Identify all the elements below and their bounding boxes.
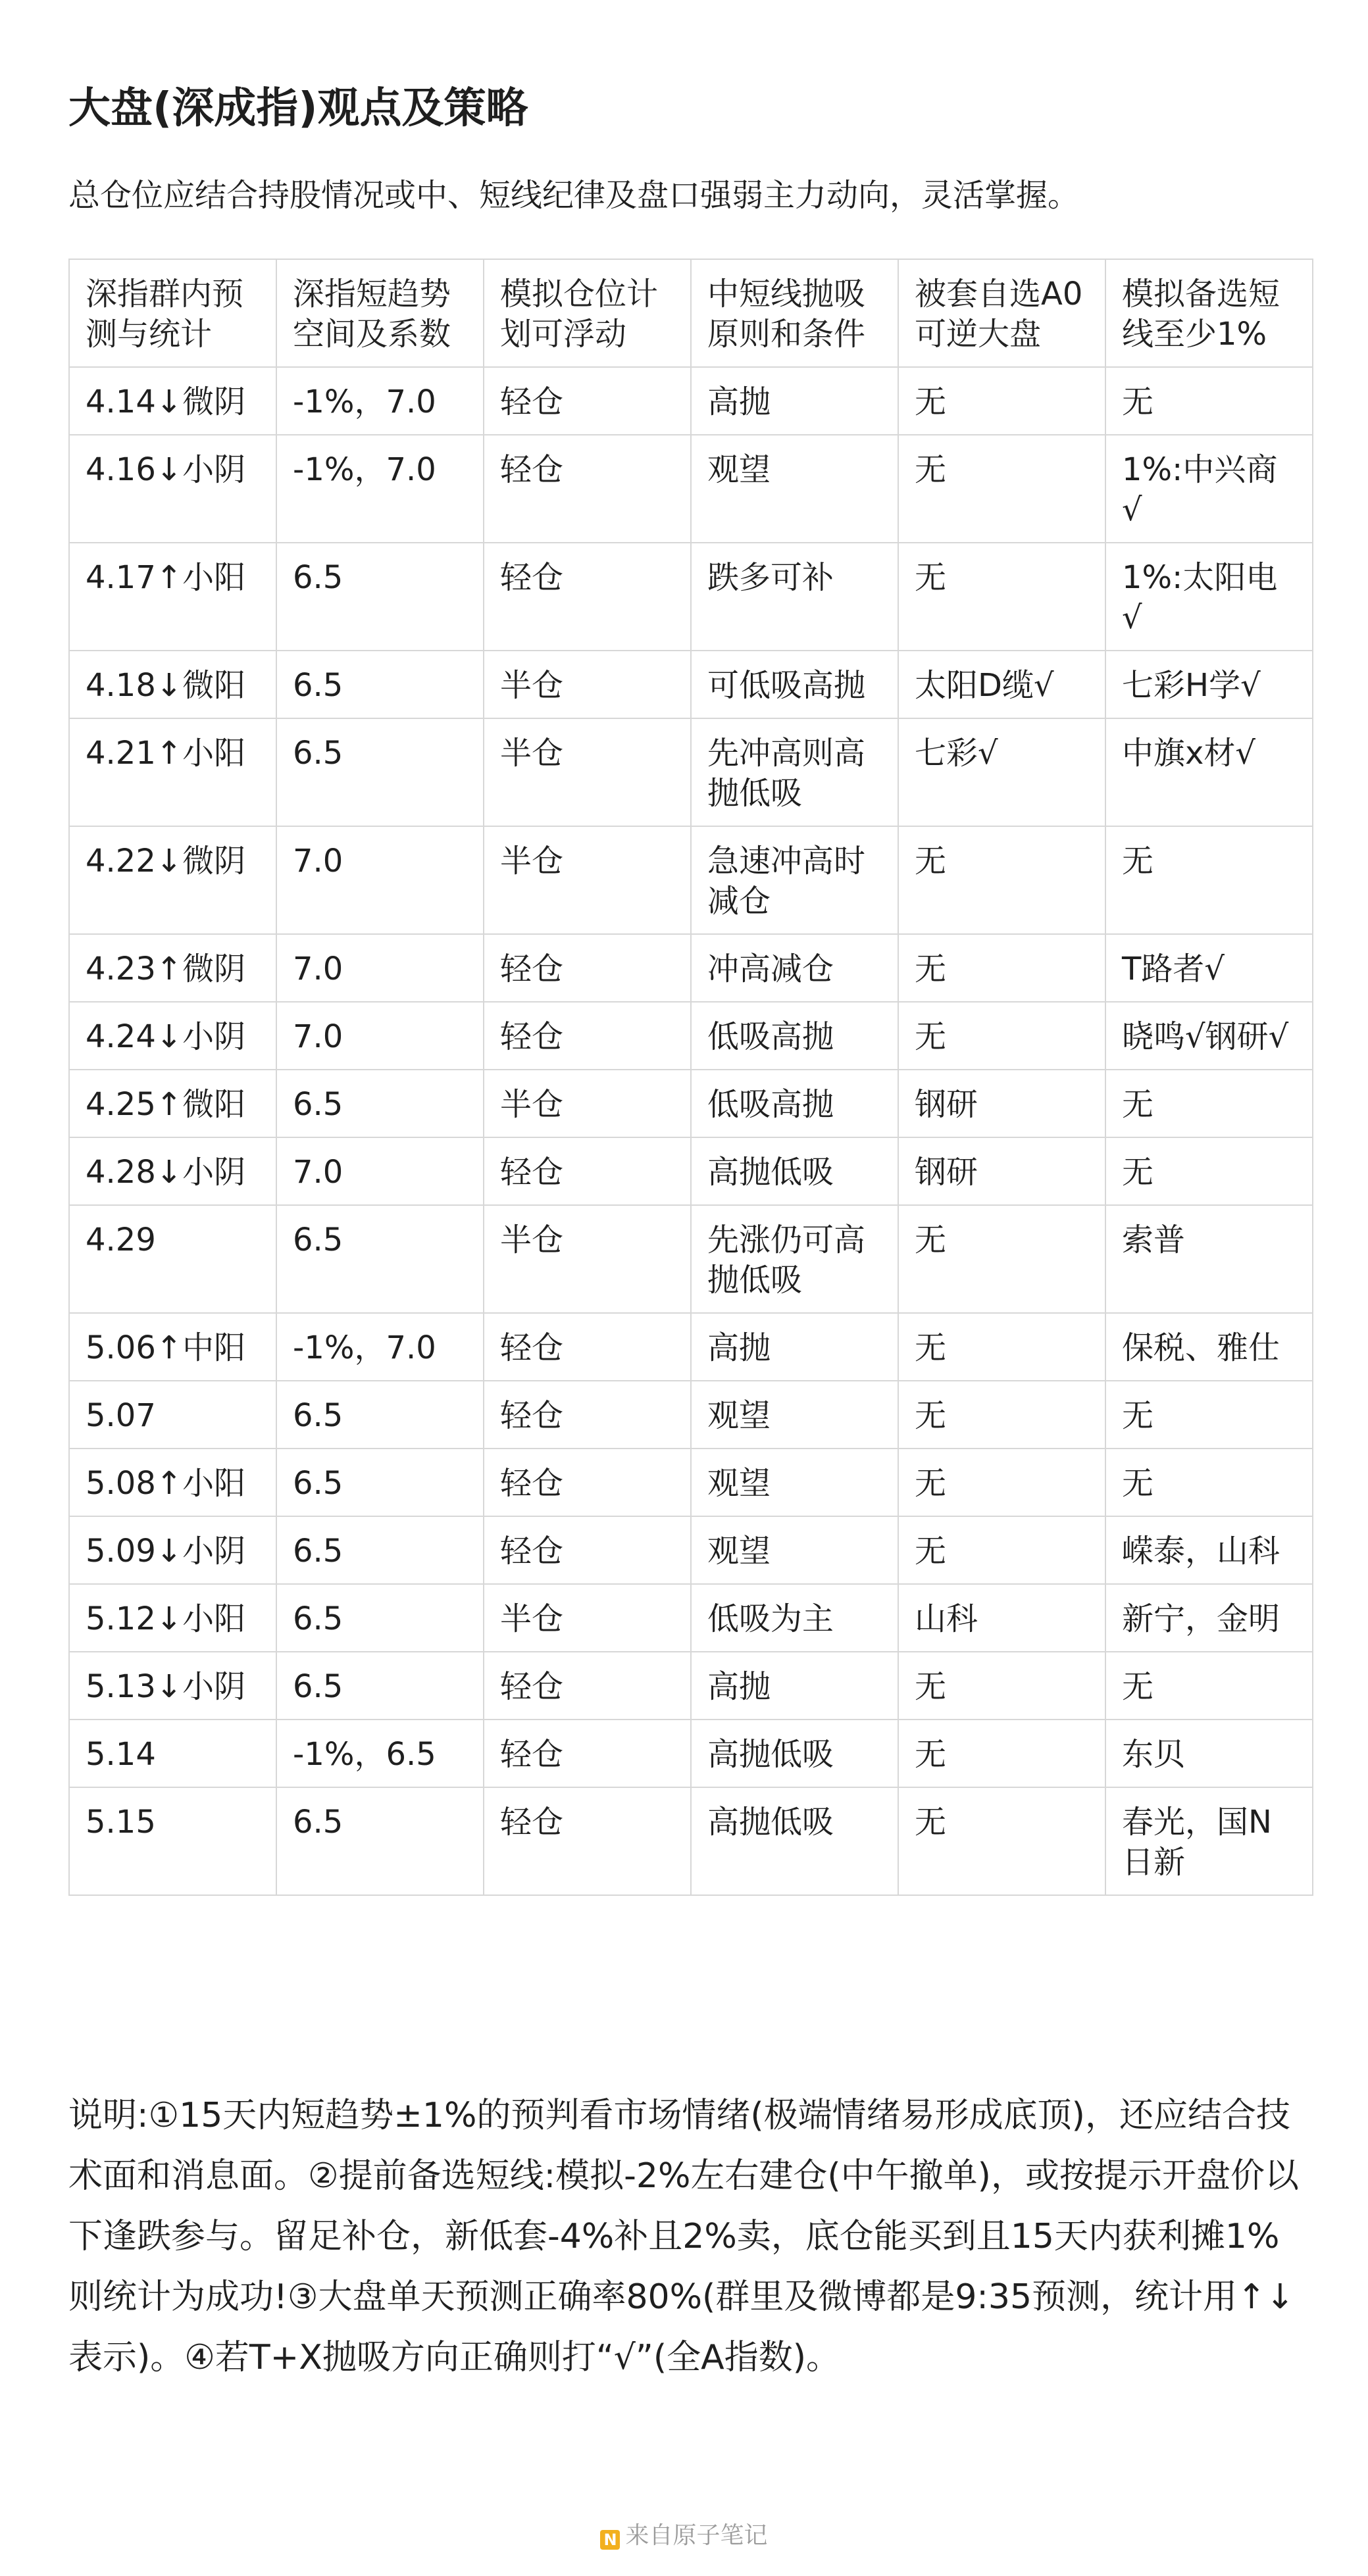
table-cell: 无	[1105, 1381, 1313, 1449]
strategy-table	[68, 259, 1313, 1896]
table-cell: 轻仓	[484, 934, 691, 1002]
page-title: 大盘(深成指)观点及策略	[68, 84, 528, 133]
table-cell: 无	[898, 435, 1105, 543]
table-cell: 6.5	[276, 1584, 484, 1652]
table-cell: 轻仓	[484, 1449, 691, 1516]
table-cell: 无	[898, 1449, 1105, 1516]
table-cell: 6.5	[276, 1516, 484, 1584]
table-row	[69, 718, 1313, 826]
table-row	[69, 826, 1313, 934]
table-cell: 春光，国N日新	[1105, 1787, 1313, 1895]
notes-text: 说明:①15天内短趋势±1%的预判看市场情绪(极端情绪易形成底顶)，还应结合技术面和消息面。②提前备选短线:模拟-2%左右建仓(中午撤单)，或按提示开盘价以下逢跌参与。留足补仓，新低套-4%补且2%卖，底仓能买到且15天内获利摊1%则统计为成功!③大盘单天预测正确率80%(群里及微博都是9:35预测，统计用↑↓表示)。④若T+X抛吸方向正确则打“√”(全A指数)。	[68, 2096, 1299, 2377]
table-cell: 轻仓	[484, 1516, 691, 1584]
table-cell: 轻仓	[484, 543, 691, 651]
table-cell: 低吸高抛	[691, 1070, 898, 1137]
header-cell: 深指群内预测与统计	[69, 259, 276, 367]
table-cell: 半仓	[484, 651, 691, 718]
table-cell: -1%，7.0	[276, 1313, 484, 1381]
intro-text: 总仓位应结合持股情况或中、短线纪律及盘口强弱主力动向，灵活掌握。	[68, 177, 1080, 214]
table-cell: 保税、雅仕	[1105, 1313, 1313, 1381]
table-row	[69, 1449, 1313, 1516]
table-cell: 观望	[691, 1449, 898, 1516]
table-row	[69, 367, 1313, 435]
table-cell: 轻仓	[484, 1002, 691, 1070]
table-cell: 半仓	[484, 718, 691, 826]
table-cell: 七彩√	[898, 718, 1105, 826]
table-row	[69, 1137, 1313, 1205]
table-cell: 高抛低吸	[691, 1137, 898, 1205]
table-cell: 东贝	[1105, 1720, 1313, 1787]
table-row	[69, 435, 1313, 543]
table-row	[69, 1070, 1313, 1137]
table-cell: 5.08↑小阳	[69, 1449, 276, 1516]
header-cell: 深指短趋势空间及系数	[276, 259, 484, 367]
table-cell: 6.5	[276, 1787, 484, 1895]
table-cell: 无	[1105, 1652, 1313, 1720]
table-cell: 6.5	[276, 1652, 484, 1720]
table-cell: 4.24↓小阴	[69, 1002, 276, 1070]
table-cell: 观望	[691, 1381, 898, 1449]
table-cell: -1%，7.0	[276, 367, 484, 435]
table-cell: 新宁，金明	[1105, 1584, 1313, 1652]
table-row	[69, 1381, 1313, 1449]
table-row	[69, 1584, 1313, 1652]
table-cell: 晓鸣√钢研√	[1105, 1002, 1313, 1070]
table-cell: 4.28↓小阴	[69, 1137, 276, 1205]
table-row	[69, 651, 1313, 718]
table-cell: 低吸高抛	[691, 1002, 898, 1070]
table-cell: 6.5	[276, 1449, 484, 1516]
table-cell: 轻仓	[484, 367, 691, 435]
table-cell: 4.18↓微阳	[69, 651, 276, 718]
table-row	[69, 1720, 1313, 1787]
table-cell: 无	[1105, 1137, 1313, 1205]
table-cell: 无	[1105, 1449, 1313, 1516]
table-cell: -1%，6.5	[276, 1720, 484, 1787]
table-cell: 4.17↑小阳	[69, 543, 276, 651]
table-cell: 跌多可补	[691, 543, 898, 651]
table-cell: 7.0	[276, 1137, 484, 1205]
table-cell: 6.5	[276, 543, 484, 651]
table-cell: 5.07	[69, 1381, 276, 1449]
table-cell: 6.5	[276, 718, 484, 826]
footer	[0, 2519, 1368, 2552]
table-cell: 急速冲高时减仓	[691, 826, 898, 934]
header-cell: 模拟仓位计划可浮动	[484, 259, 691, 367]
table-cell: 4.22↓微阴	[69, 826, 276, 934]
table-cell: 4.16↓小阴	[69, 435, 276, 543]
table-cell: 4.29	[69, 1205, 276, 1313]
table-cell: 高抛	[691, 367, 898, 435]
table-cell: 轻仓	[484, 1313, 691, 1381]
table-cell: 6.5	[276, 1070, 484, 1137]
table-cell: 冲高减仓	[691, 934, 898, 1002]
table-cell: 无	[898, 934, 1105, 1002]
table-row	[69, 1652, 1313, 1720]
table-cell: 半仓	[484, 1070, 691, 1137]
table-cell: 轻仓	[484, 1787, 691, 1895]
table-cell: 高抛	[691, 1652, 898, 1720]
table-cell: 5.06↑中阳	[69, 1313, 276, 1381]
table-cell: 1%:中兴商√	[1105, 435, 1313, 543]
table-cell: 4.25↑微阳	[69, 1070, 276, 1137]
table-cell: 无	[898, 367, 1105, 435]
table-cell: 无	[898, 1652, 1105, 1720]
table-cell: 4.14↓微阴	[69, 367, 276, 435]
table-cell: 可低吸高抛	[691, 651, 898, 718]
table-cell: 无	[898, 1720, 1105, 1787]
table-cell: 七彩H学√	[1105, 651, 1313, 718]
table-cell: 低吸为主	[691, 1584, 898, 1652]
table-cell: 高抛	[691, 1313, 898, 1381]
table-cell: 轻仓	[484, 1652, 691, 1720]
footer-text: 来自原子笔记	[625, 2522, 768, 2549]
table-cell: 5.14	[69, 1720, 276, 1787]
table-cell: 钢研	[898, 1070, 1105, 1137]
table-cell: 先涨仍可高抛低吸	[691, 1205, 898, 1313]
table-cell: 7.0	[276, 826, 484, 934]
table-cell: 无	[898, 1313, 1105, 1381]
table-cell: 嵘泰，山科	[1105, 1516, 1313, 1584]
table-cell: 无	[1105, 1070, 1313, 1137]
table-cell: 无	[898, 1787, 1105, 1895]
table-cell: 6.5	[276, 1381, 484, 1449]
table-cell: 1%:太阳电√	[1105, 543, 1313, 651]
table-cell: 轻仓	[484, 1381, 691, 1449]
table-cell: 无	[1105, 367, 1313, 435]
table-cell: 半仓	[484, 826, 691, 934]
table-cell: 中旗x材√	[1105, 718, 1313, 826]
table-cell: 无	[898, 1002, 1105, 1070]
table-cell: 观望	[691, 435, 898, 543]
table-cell: 无	[898, 1381, 1105, 1449]
table-cell: 高抛低吸	[691, 1787, 898, 1895]
table-cell: 6.5	[276, 651, 484, 718]
table-cell: 无	[1105, 826, 1313, 934]
table-row	[69, 1516, 1313, 1584]
table-cell: 4.21↑小阳	[69, 718, 276, 826]
table-cell: 5.09↓小阴	[69, 1516, 276, 1584]
table-cell: 太阳D缆√	[898, 651, 1105, 718]
table-cell: 7.0	[276, 934, 484, 1002]
table-cell: 山科	[898, 1584, 1105, 1652]
table-cell: 无	[898, 826, 1105, 934]
app-logo-icon: N	[600, 2530, 620, 2550]
table-cell: -1%，7.0	[276, 435, 484, 543]
table-cell: 高抛低吸	[691, 1720, 898, 1787]
table-cell: 无	[898, 543, 1105, 651]
table-cell: 先冲高则高抛低吸	[691, 718, 898, 826]
table-row	[69, 934, 1313, 1002]
table-cell: 5.12↓小阳	[69, 1584, 276, 1652]
table-cell: 6.5	[276, 1205, 484, 1313]
table-header-row	[69, 259, 1313, 367]
table-cell: 轻仓	[484, 1720, 691, 1787]
table-cell: 无	[898, 1205, 1105, 1313]
table-row	[69, 1313, 1313, 1381]
table-cell: 半仓	[484, 1584, 691, 1652]
table-cell: 索普	[1105, 1205, 1313, 1313]
header-cell: 被套自选A0可逆大盘	[898, 259, 1105, 367]
table-cell: 无	[898, 1516, 1105, 1584]
table-cell: 5.15	[69, 1787, 276, 1895]
table-cell: 轻仓	[484, 435, 691, 543]
table-cell: 钢研	[898, 1137, 1105, 1205]
table-cell: T路者√	[1105, 934, 1313, 1002]
header-cell: 模拟备选短线至少1%	[1105, 259, 1313, 367]
table-cell: 7.0	[276, 1002, 484, 1070]
table-row	[69, 1002, 1313, 1070]
table-cell: 4.23↑微阴	[69, 934, 276, 1002]
table-row	[69, 543, 1313, 651]
table-cell: 观望	[691, 1516, 898, 1584]
header-cell: 中短线抛吸原则和条件	[691, 259, 898, 367]
table-cell: 半仓	[484, 1205, 691, 1313]
table-cell: 轻仓	[484, 1137, 691, 1205]
table-cell: 5.13↓小阴	[69, 1652, 276, 1720]
table-row	[69, 1787, 1313, 1895]
table-row	[69, 1205, 1313, 1313]
